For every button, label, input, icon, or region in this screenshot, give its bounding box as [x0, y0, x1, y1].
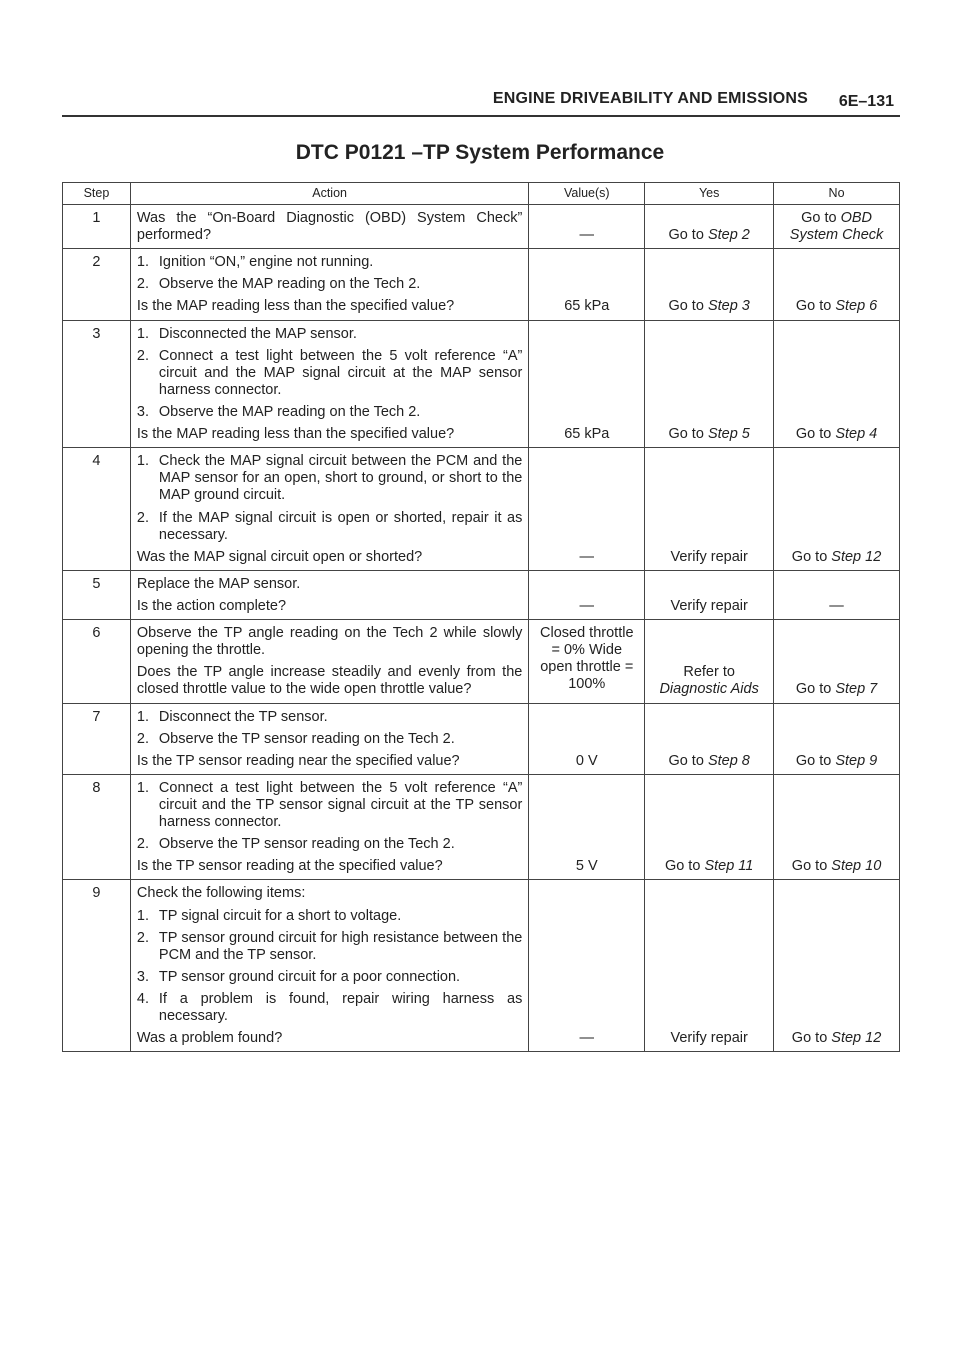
- no-cell: [774, 249, 900, 320]
- action-item-text: TP sensor ground circuit for a poor connection.: [158, 968, 461, 985]
- step-number: 5: [63, 570, 131, 619]
- action-cell: [130, 249, 528, 320]
- no-step-reference: Step 9: [835, 752, 878, 769]
- yes-text: Go to: [664, 858, 705, 875]
- table-row: [63, 249, 900, 320]
- yes-text: Go to: [668, 298, 708, 315]
- action-list-item: [137, 254, 522, 271]
- no-text: Go to: [801, 210, 841, 226]
- action-item-number: 2.: [136, 730, 149, 747]
- yes-cell: [645, 570, 774, 619]
- yes-text: Go to: [668, 426, 708, 443]
- step-number: 3: [63, 320, 131, 448]
- yes-step-reference: Step 11: [704, 858, 754, 875]
- step-number: 4: [63, 448, 131, 571]
- table-row: [63, 205, 900, 249]
- action-text: Replace the MAP sensor.: [136, 575, 301, 592]
- no-text: Go to: [791, 1030, 832, 1047]
- table-header-row: [63, 183, 900, 205]
- action-item-number: 1.: [136, 708, 149, 725]
- no-text: Go to: [795, 681, 836, 698]
- action-item-text: Ignition “ON,” engine not running.: [158, 254, 374, 271]
- yes-cell: [645, 205, 774, 249]
- table-row: [63, 448, 900, 571]
- action-text: Was a problem found?: [136, 1030, 283, 1047]
- yes-cell: [645, 320, 774, 448]
- no-text: Go to: [791, 858, 832, 875]
- step-number: 1: [63, 205, 131, 249]
- column-header-values: Value(s): [529, 183, 645, 205]
- page-title: DTC P0121 –TP System Performance: [295, 141, 665, 164]
- yes-step-reference: Step 8: [707, 752, 750, 769]
- action-item-text: Connect a test light between the 5 volt reference “A” circuit and the MAP signal circuit at the MAP sensor harness connector.: [158, 347, 523, 398]
- action-item-text: TP sensor ground circuit for high resistance between the PCM and the TP sensor.: [158, 929, 523, 963]
- value-cell: —: [529, 880, 645, 1052]
- action-item-text: Observe the TP sensor reading on the Tech 2.: [158, 730, 455, 747]
- action-text: Is the TP sensor reading near the specified value?: [136, 752, 460, 769]
- action-item-text: If the MAP signal circuit is open or shorted, repair it as necessary.: [158, 509, 523, 543]
- action-list-item: [137, 404, 522, 421]
- value-cell: 65 kPa: [529, 249, 645, 320]
- column-header-action: Action: [130, 183, 528, 205]
- action-cell: [130, 448, 528, 571]
- action-list-item: [137, 348, 522, 399]
- action-cell: [130, 880, 528, 1052]
- action-text: Is the TP sensor reading at the specified value?: [136, 858, 443, 875]
- action-list-item: [137, 836, 522, 853]
- value-cell: Closed throttle = 0% Wide open throttle = 100%: [529, 620, 645, 703]
- no-text: Go to: [791, 548, 832, 565]
- yes-cell: [645, 620, 774, 703]
- value-cell: 5 V: [529, 774, 645, 880]
- action-item-number: 3.: [136, 968, 149, 985]
- action-item-number: 4.: [136, 990, 149, 1007]
- no-step-reference: Step 10: [831, 858, 882, 875]
- column-header-step: Step: [63, 183, 131, 205]
- value-cell: —: [529, 448, 645, 571]
- action-item-number: 2.: [136, 509, 149, 526]
- action-item-text: If a problem is found, repair wiring harness as necessary.: [158, 990, 523, 1025]
- value-cell: —: [529, 570, 645, 619]
- action-item-text: Observe the MAP reading on the Tech 2.: [158, 276, 421, 293]
- action-cell: [130, 205, 528, 249]
- action-item-number: 2.: [136, 347, 149, 364]
- action-item-number: 1.: [136, 907, 149, 924]
- step-number: 9: [63, 880, 131, 1052]
- yes-text: Go to: [668, 752, 708, 769]
- action-item-text: Disconnect the TP sensor.: [158, 708, 328, 725]
- action-item-number: 1.: [136, 254, 149, 271]
- no-step-reference: Step 7: [835, 681, 878, 698]
- table-row: [63, 703, 900, 774]
- no-text: Go to: [795, 752, 836, 769]
- yes-text: Verify repair: [670, 597, 748, 614]
- action-item-number: 1.: [136, 453, 149, 470]
- no-cell: [774, 703, 900, 774]
- action-item-text: Observe the MAP reading on the Tech 2.: [158, 403, 421, 420]
- action-text: Does the TP angle increase steadily and evenly from the closed throttle value to the wide open throttle value?: [136, 664, 523, 698]
- table-row: [63, 774, 900, 880]
- page-number: 6E–131: [838, 93, 894, 110]
- action-text: Observe the TP angle reading on the Tech 2 while slowly opening the throttle.: [136, 625, 523, 659]
- no-step-reference: Step 6: [835, 298, 878, 315]
- yes-cell: [645, 703, 774, 774]
- action-cell: [130, 774, 528, 880]
- value-cell: 65 kPa: [529, 320, 645, 448]
- action-text: Was the MAP signal circuit open or shorted?: [136, 548, 423, 565]
- yes-step-reference: Step 3: [707, 298, 750, 315]
- action-item-text: TP signal circuit for a short to voltage.: [158, 907, 402, 924]
- no-cell: [774, 320, 900, 448]
- no-cell: [774, 570, 900, 619]
- yes-text: Verify repair: [670, 548, 748, 565]
- action-text: Is the MAP reading less than the specified value?: [136, 298, 455, 315]
- action-cell: [130, 570, 528, 619]
- action-list-item: [137, 731, 522, 748]
- action-list-item: [137, 510, 522, 544]
- table-row: [63, 320, 900, 448]
- step-number: 6: [63, 620, 131, 703]
- value-cell: —: [529, 205, 645, 249]
- header-rule: [62, 115, 900, 117]
- no-cell: [774, 205, 900, 249]
- no-text: Go to: [795, 426, 836, 443]
- no-step-reference: Step 12: [831, 1030, 882, 1047]
- no-step-reference: Step 12: [831, 548, 882, 565]
- action-item-text: Observe the TP sensor reading on the Tech 2.: [158, 836, 455, 853]
- no-step-reference: OBD System Check: [789, 210, 884, 244]
- action-list-item: [137, 276, 522, 293]
- action-text: Check the following items:: [136, 885, 306, 902]
- value-cell: 0 V: [529, 703, 645, 774]
- yes-cell: [645, 774, 774, 880]
- page-header: [62, 90, 900, 116]
- action-item-text: Connect a test light between the 5 volt reference “A” circuit and the TP sensor signal circuit at the TP sensor harness connector.: [158, 779, 523, 831]
- action-list-item: [137, 930, 522, 964]
- column-header-yes: Yes: [645, 183, 774, 205]
- table-row: [63, 880, 900, 1052]
- action-text: Is the action complete?: [136, 597, 287, 614]
- no-cell: [774, 620, 900, 703]
- column-header-no: No: [774, 183, 900, 205]
- step-number: 2: [63, 249, 131, 320]
- action-cell: [130, 320, 528, 448]
- no-step-reference: Step 4: [835, 426, 878, 443]
- step-number: 8: [63, 774, 131, 880]
- yes-cell: [645, 249, 774, 320]
- action-text: Was the “On-Board Diagnostic (OBD) System Check” performed?: [136, 210, 523, 244]
- action-item-number: 2.: [136, 929, 149, 946]
- action-list-item: [137, 326, 522, 343]
- step-number: 7: [63, 703, 131, 774]
- action-item-text: Disconnected the MAP sensor.: [158, 325, 357, 342]
- yes-text: Verify repair: [670, 1030, 748, 1047]
- action-item-number: 2.: [136, 276, 149, 293]
- yes-cell: [645, 448, 774, 571]
- yes-step-reference: Step 2: [707, 227, 750, 244]
- no-text: Go to: [795, 298, 836, 315]
- yes-cell: [645, 880, 774, 1052]
- action-text: Is the MAP reading less than the specified value?: [136, 426, 455, 443]
- table-row: [63, 570, 900, 619]
- action-item-number: 1.: [136, 325, 149, 342]
- no-cell: [774, 448, 900, 571]
- action-list-item: [137, 969, 522, 986]
- action-item-number: 2.: [136, 836, 149, 853]
- yes-text: Go to: [668, 227, 708, 244]
- action-cell: [130, 703, 528, 774]
- table-body: [63, 205, 900, 1052]
- yes-step-reference: Diagnostic Aids: [659, 681, 759, 698]
- section-title: ENGINE DRIVEABILITY AND EMISSIONS: [492, 90, 808, 107]
- action-list-item: [137, 780, 522, 831]
- action-list-item: [137, 908, 522, 925]
- action-list-item: [137, 709, 522, 726]
- action-item-number: 3.: [136, 403, 149, 420]
- no-cell: [774, 880, 900, 1052]
- diagnostic-table: [62, 182, 900, 1052]
- no-text: —: [829, 597, 844, 614]
- action-cell: [130, 620, 528, 703]
- no-cell: [774, 774, 900, 880]
- action-list-item: [137, 453, 522, 504]
- action-item-text: Check the MAP signal circuit between the PCM and the MAP sensor for an open, short to ground, or short to the MAP ground circuit.: [158, 453, 523, 504]
- action-item-number: 1.: [136, 779, 149, 796]
- yes-step-reference: Step 5: [707, 426, 750, 443]
- yes-text: Refer to: [683, 664, 735, 681]
- action-list-item: [137, 991, 522, 1025]
- table-row: [63, 620, 900, 703]
